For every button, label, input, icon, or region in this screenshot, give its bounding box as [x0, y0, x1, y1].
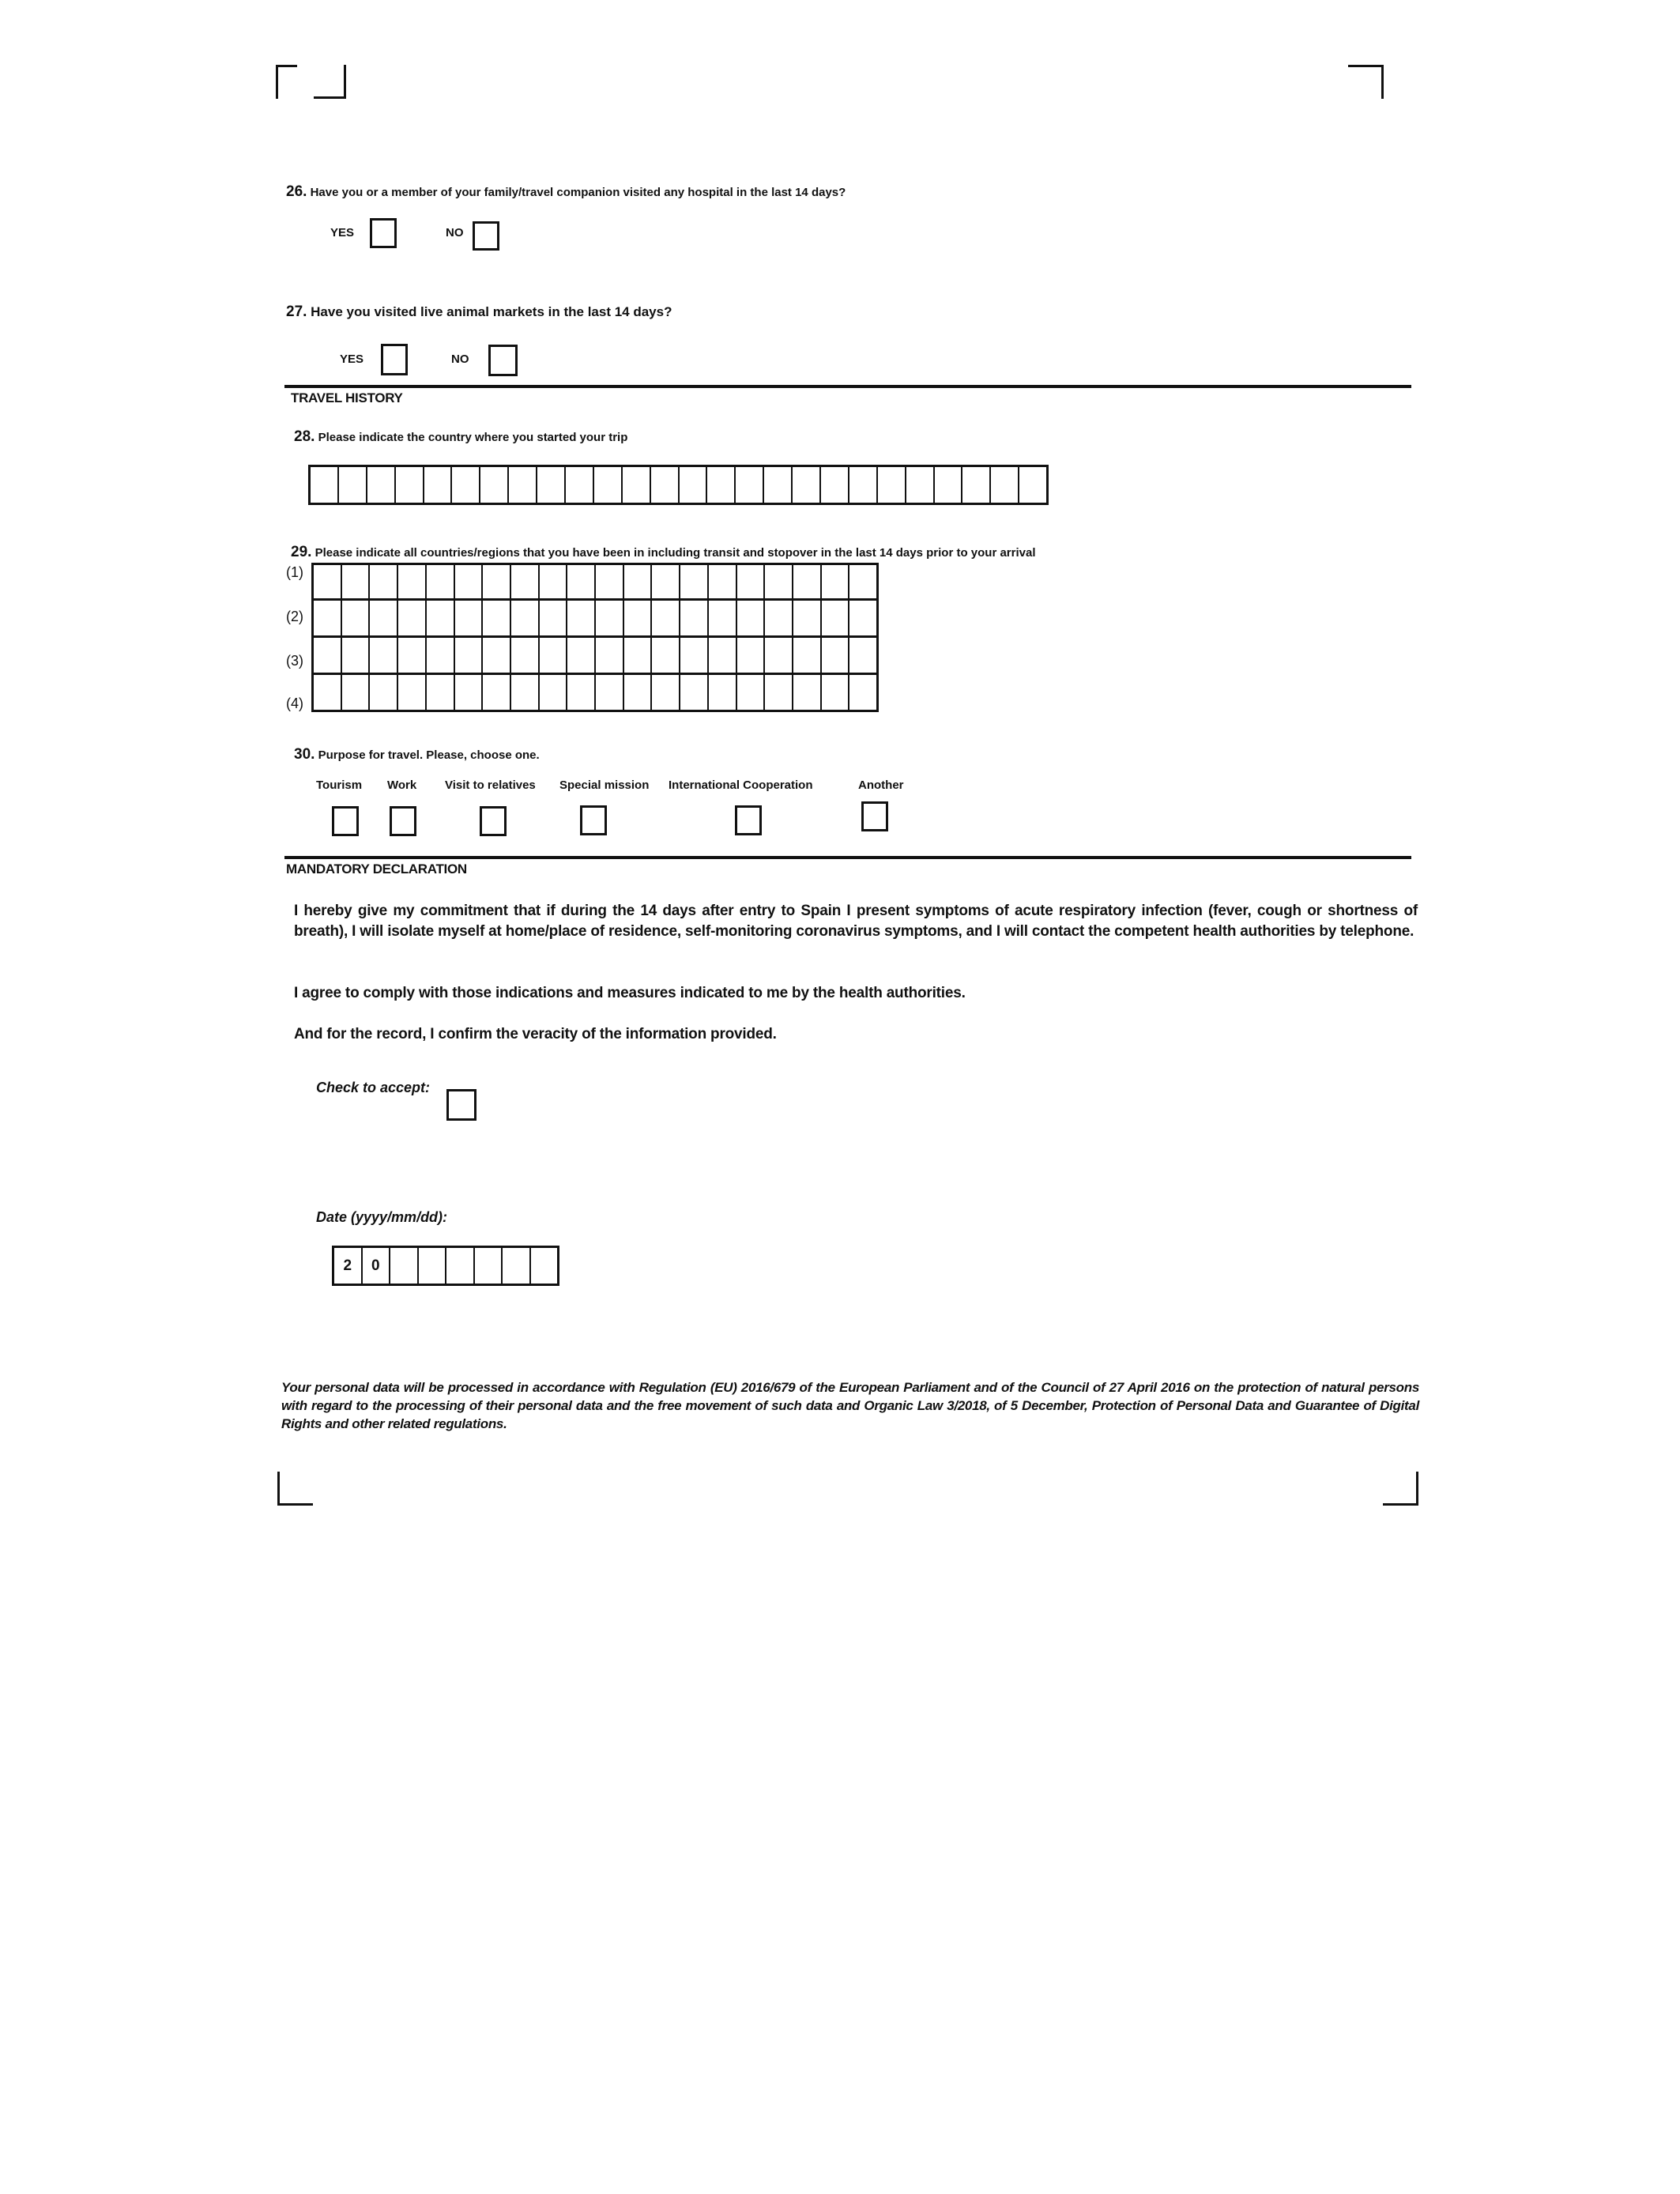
purpose-visit-relatives-checkbox[interactable]: [480, 806, 507, 836]
char-cell[interactable]: [540, 601, 568, 635]
purpose-tourism-checkbox[interactable]: [332, 806, 359, 836]
purpose-work-checkbox[interactable]: [390, 806, 416, 836]
corner-mark-top-right: [1348, 65, 1384, 99]
char-cell[interactable]: [849, 467, 878, 503]
q26-yes-label: YES: [330, 226, 355, 239]
char-cell[interactable]: [398, 601, 427, 635]
char-cell[interactable]: [455, 565, 484, 598]
q26-no-label: NO: [446, 226, 464, 239]
corner-mark-bottom-right: [1383, 1472, 1418, 1506]
q29-country-grid-1[interactable]: [311, 563, 879, 601]
char-cell[interactable]: [339, 467, 367, 503]
char-cell[interactable]: [342, 565, 371, 598]
char-cell[interactable]: [822, 675, 850, 710]
mandatory-declaration-heading: MANDATORY DECLARATION: [286, 861, 467, 876]
char-cell[interactable]: [878, 467, 906, 503]
char-cell[interactable]: [455, 638, 484, 673]
corner-mark-top-left-inner: [314, 65, 346, 99]
char-cell[interactable]: [680, 601, 709, 635]
char-cell[interactable]: [342, 675, 371, 710]
char-cell[interactable]: [314, 601, 342, 635]
date-digit[interactable]: [390, 1248, 419, 1284]
purpose-option-international-cooperation-label: International Cooperation: [669, 778, 813, 792]
question-number: 28.: [294, 428, 315, 445]
question-number: 30.: [294, 746, 315, 763]
purpose-option-work-label: Work: [387, 778, 417, 792]
char-cell[interactable]: [566, 467, 594, 503]
question-30: [294, 746, 540, 763]
char-cell[interactable]: [311, 467, 339, 503]
question-26: [286, 183, 846, 201]
char-cell[interactable]: [709, 565, 737, 598]
char-cell[interactable]: [511, 601, 540, 635]
char-cell[interactable]: [652, 601, 680, 635]
char-cell[interactable]: [680, 638, 709, 673]
char-cell[interactable]: [594, 467, 623, 503]
char-cell[interactable]: [736, 467, 764, 503]
purpose-option-special-mission-label: Special mission: [559, 778, 650, 792]
char-cell[interactable]: [370, 675, 398, 710]
corner-mark-bottom-left: [277, 1472, 313, 1506]
char-cell[interactable]: [370, 565, 398, 598]
char-cell[interactable]: [314, 638, 342, 673]
char-cell[interactable]: [567, 675, 596, 710]
char-cell[interactable]: [483, 638, 511, 673]
char-cell[interactable]: [455, 675, 484, 710]
char-cell[interactable]: [567, 601, 596, 635]
q27-yes-label: YES: [340, 352, 364, 366]
char-cell[interactable]: [793, 601, 822, 635]
char-cell[interactable]: [452, 467, 480, 503]
char-cell[interactable]: [821, 467, 849, 503]
char-cell[interactable]: [424, 467, 453, 503]
question-29: [291, 544, 1036, 561]
corner-mark-top-left: [276, 65, 297, 99]
q29-country-grid-2[interactable]: [311, 598, 879, 638]
char-cell[interactable]: [398, 675, 427, 710]
accept-checkbox[interactable]: [446, 1089, 477, 1121]
char-cell[interactable]: [624, 565, 653, 598]
q29-country-grid-3[interactable]: [311, 635, 879, 675]
q28-country-input-grid[interactable]: [308, 465, 1049, 505]
declaration-paragraph-veracity: And for the record, I confirm the veracity of the information provided.: [294, 1026, 777, 1042]
char-cell[interactable]: [652, 565, 680, 598]
char-cell[interactable]: [370, 601, 398, 635]
q27-no-label: NO: [451, 352, 469, 366]
char-cell[interactable]: [370, 638, 398, 673]
char-cell[interactable]: [652, 675, 680, 710]
char-cell[interactable]: [314, 565, 342, 598]
char-cell[interactable]: [314, 675, 342, 710]
char-cell[interactable]: [680, 467, 708, 503]
char-cell[interactable]: [427, 675, 455, 710]
date-digit[interactable]: [446, 1248, 475, 1284]
date-digit[interactable]: 0: [363, 1248, 391, 1284]
char-cell[interactable]: [509, 467, 537, 503]
question-text: Please indicate the country where you started your trip: [318, 431, 628, 444]
char-cell[interactable]: [849, 601, 876, 635]
char-cell[interactable]: [962, 467, 991, 503]
question-text: Have you visited live animal markets in the last 14 days?: [311, 304, 672, 319]
char-cell[interactable]: [511, 565, 540, 598]
char-cell[interactable]: [822, 565, 850, 598]
char-cell[interactable]: [540, 565, 568, 598]
q29-row-label-2: (2): [286, 609, 303, 624]
char-cell[interactable]: [849, 675, 876, 710]
char-cell[interactable]: [624, 675, 653, 710]
section-divider: [284, 385, 1411, 388]
purpose-special-mission-checkbox[interactable]: [580, 805, 607, 835]
char-cell[interactable]: [793, 675, 822, 710]
char-cell[interactable]: [623, 467, 651, 503]
char-cell[interactable]: [765, 565, 793, 598]
char-cell[interactable]: [709, 601, 737, 635]
char-cell[interactable]: [680, 675, 709, 710]
char-cell[interactable]: [709, 638, 737, 673]
char-cell[interactable]: [906, 467, 935, 503]
char-cell[interactable]: [483, 675, 511, 710]
char-cell[interactable]: [935, 467, 963, 503]
char-cell[interactable]: [342, 601, 371, 635]
char-cell[interactable]: [624, 638, 653, 673]
question-number: 29.: [291, 544, 312, 560]
char-cell[interactable]: [427, 601, 455, 635]
question-number: 27.: [286, 303, 307, 320]
purpose-option-tourism-label: Tourism: [316, 778, 363, 792]
char-cell[interactable]: [765, 601, 793, 635]
char-cell[interactable]: [652, 638, 680, 673]
char-cell[interactable]: [822, 638, 850, 673]
char-cell[interactable]: [765, 675, 793, 710]
date-digit[interactable]: [503, 1248, 531, 1284]
char-cell[interactable]: [765, 638, 793, 673]
char-cell[interactable]: [737, 565, 766, 598]
char-cell[interactable]: [793, 467, 821, 503]
char-cell[interactable]: [427, 638, 455, 673]
question-text: Purpose for travel. Please, choose one.: [318, 748, 540, 762]
q29-row-label-1: (1): [286, 564, 303, 580]
char-cell[interactable]: [367, 467, 396, 503]
purpose-option-visit-relatives-label: Visit to relatives: [445, 778, 536, 792]
char-cell[interactable]: [1019, 467, 1046, 503]
char-cell[interactable]: [737, 675, 766, 710]
travel-history-heading: TRAVEL HISTORY: [291, 390, 403, 405]
q29-row-label-4: (4): [286, 696, 303, 711]
char-cell[interactable]: [511, 638, 540, 673]
char-cell[interactable]: [991, 467, 1019, 503]
declaration-paragraph-commitment: I hereby give my commitment that if during the 14 days after entry to Spain I present symptoms of acute respiratory infection (fever, cough or shortness of breath), I will isolate myself at home/place of residence, self-monitoring coronavirus symptoms, and I will contact the competent health authorities by telephone.: [294, 903, 1418, 940]
char-cell[interactable]: [707, 467, 736, 503]
q26-no-checkbox[interactable]: [473, 221, 499, 251]
char-cell[interactable]: [483, 601, 511, 635]
char-cell[interactable]: [596, 675, 624, 710]
char-cell[interactable]: [596, 638, 624, 673]
accept-label: Check to accept:: [316, 1080, 431, 1095]
char-cell[interactable]: [540, 638, 568, 673]
char-cell[interactable]: [342, 638, 371, 673]
char-cell[interactable]: [737, 601, 766, 635]
char-cell[interactable]: [567, 565, 596, 598]
question-text: Have you or a member of your family/travel companion visited any hospital in the last 14 days?: [310, 186, 846, 199]
char-cell[interactable]: [396, 467, 424, 503]
question-27: [286, 303, 672, 321]
q29-row-label-3: (3): [286, 653, 303, 669]
char-cell[interactable]: [737, 638, 766, 673]
char-cell[interactable]: [624, 601, 653, 635]
date-digit[interactable]: 2: [334, 1248, 363, 1284]
char-cell[interactable]: [849, 638, 876, 673]
q27-no-checkbox[interactable]: [488, 345, 518, 376]
question-28: [294, 428, 627, 446]
char-cell[interactable]: [398, 565, 427, 598]
q27-yes-checkbox[interactable]: [381, 344, 408, 375]
date-digit[interactable]: [419, 1248, 447, 1284]
char-cell[interactable]: [709, 675, 737, 710]
declaration-paragraph-comply: I agree to comply with those indications and measures indicated to me by the health authorities.: [294, 985, 966, 1001]
char-cell[interactable]: [596, 565, 624, 598]
privacy-notice: Your personal data will be processed in accordance with Regulation (EU) 2016/679 of the European Parliament and of the Council of 27 April 2016 on the protection of natural persons with regard to the processing of their personal data and the free movement of such data and Organic Law 3/2018, of 5 December, Protection of Personal Data and Guarantee of Digital Rights and other related regulations.: [281, 1380, 1419, 1431]
char-cell[interactable]: [764, 467, 793, 503]
section-divider: [284, 856, 1411, 859]
date-label: Date (yyyy/mm/dd):: [316, 1209, 448, 1225]
char-cell[interactable]: [680, 565, 709, 598]
char-cell[interactable]: [651, 467, 680, 503]
char-cell[interactable]: [567, 638, 596, 673]
char-cell[interactable]: [398, 638, 427, 673]
date-digit[interactable]: [531, 1248, 558, 1284]
char-cell[interactable]: [822, 601, 850, 635]
char-cell[interactable]: [596, 601, 624, 635]
purpose-another-checkbox[interactable]: [861, 801, 888, 831]
question-text: Please indicate all countries/regions that you have been in including transit and stopover in the last 14 days prior to your arrival: [315, 546, 1036, 560]
question-number: 26.: [286, 183, 307, 200]
date-digit[interactable]: [475, 1248, 503, 1284]
q29-country-grid-4[interactable]: [311, 673, 879, 712]
char-cell[interactable]: [849, 565, 876, 598]
date-input-grid[interactable]: [332, 1246, 559, 1286]
char-cell[interactable]: [793, 565, 822, 598]
q26-yes-checkbox[interactable]: [370, 218, 397, 248]
char-cell[interactable]: [537, 467, 566, 503]
char-cell[interactable]: [511, 675, 540, 710]
char-cell[interactable]: [483, 565, 511, 598]
purpose-international-cooperation-checkbox[interactable]: [735, 805, 762, 835]
char-cell[interactable]: [427, 565, 455, 598]
char-cell[interactable]: [793, 638, 822, 673]
char-cell[interactable]: [540, 675, 568, 710]
purpose-option-another-label: Another: [858, 778, 904, 792]
char-cell[interactable]: [455, 601, 484, 635]
char-cell[interactable]: [480, 467, 509, 503]
